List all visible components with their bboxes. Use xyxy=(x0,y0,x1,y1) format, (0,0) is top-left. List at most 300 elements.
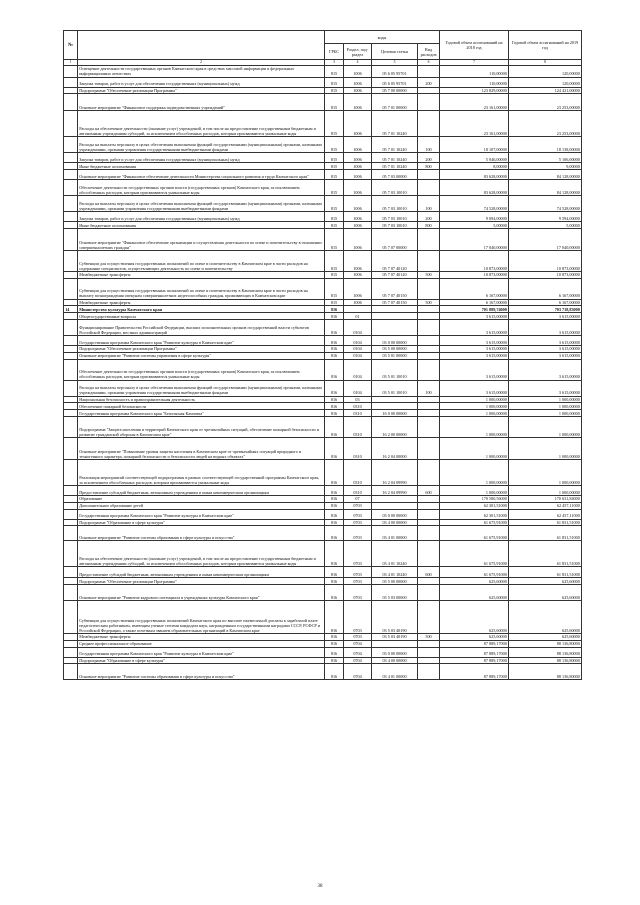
row-name: Закупка товаров, работ и услуг для обеспечения государственных (муниципальных) нужд xyxy=(78,77,325,87)
row-name: Подпрограмма "Образование в сфере культуры" xyxy=(78,519,325,526)
table-row xyxy=(64,634,582,641)
row-number xyxy=(64,346,78,353)
row-section: 1006 xyxy=(344,271,372,278)
row-grbs: 816 xyxy=(325,567,344,578)
row-target-article: 03 5 03 40190 xyxy=(372,601,418,634)
row-volume-2019: 84 128,00000 xyxy=(509,170,582,180)
row-number xyxy=(64,541,78,567)
row-volume-2018: 110,00000 xyxy=(440,77,509,87)
row-target-article: 05 7 07 40150 xyxy=(372,278,418,299)
table-row xyxy=(64,196,582,212)
table-row xyxy=(64,250,582,271)
table-row xyxy=(64,403,582,410)
row-section: 0703 xyxy=(344,601,372,634)
row-name: Общегосударственные вопросы xyxy=(78,313,325,320)
row-section: 1006 xyxy=(344,299,372,306)
row-expense-type xyxy=(418,306,440,313)
table-row xyxy=(64,352,582,359)
table-row xyxy=(64,495,582,502)
row-number xyxy=(64,299,78,306)
row-volume-2019: 88 136,80000 xyxy=(509,640,582,647)
row-volume-2018: 123 829,00000 xyxy=(440,87,509,94)
row-section: 0310 xyxy=(344,416,372,437)
row-expense-type xyxy=(418,94,440,111)
index-cell: 8 xyxy=(509,60,582,66)
row-section: 0703 xyxy=(344,502,372,509)
table-row xyxy=(64,346,582,353)
row-volume-2018: 8,00000 xyxy=(440,163,509,170)
row-section: 1006 xyxy=(344,65,372,77)
header-name xyxy=(78,31,325,60)
index-cell: 5 xyxy=(372,60,418,66)
row-volume-2018: 110,00000 xyxy=(440,65,509,77)
row-volume-2019: 6 167,00000 xyxy=(509,278,582,299)
row-number xyxy=(64,437,78,459)
row-grbs: 815 xyxy=(325,278,344,299)
row-volume-2019: 74 528,00000 xyxy=(509,196,582,212)
row-volume-2019: 62 457,11000 xyxy=(509,502,582,509)
row-volume-2019: 18 138,00000 xyxy=(509,137,582,153)
row-name: Дополнительное образование детей xyxy=(78,502,325,509)
row-expense-type xyxy=(418,664,440,680)
table-row xyxy=(64,228,582,250)
row-target-article: 05 7 01 10240 xyxy=(372,153,418,163)
document-page xyxy=(63,30,581,680)
page-number: 38 xyxy=(317,884,323,889)
row-volume-2018: 1 000,00000 xyxy=(440,410,509,417)
row-target-article: 05 7 03 00000 xyxy=(372,170,418,180)
table-row xyxy=(64,519,582,526)
row-number xyxy=(64,212,78,222)
row-expense-type xyxy=(418,396,440,403)
row-target-article xyxy=(372,396,418,403)
row-expense-type: 800 xyxy=(418,163,440,170)
table-row xyxy=(64,87,582,94)
row-name: Основное мероприятие "Развитие кадрового потенциала в учреждениях культуры Камчатского края" xyxy=(78,585,325,601)
row-target-article: 03 4 01 10240 xyxy=(372,567,418,578)
row-target-article: 03 4 00 00000 xyxy=(372,519,418,526)
row-target-article: 03 5 03 40190 xyxy=(372,634,418,641)
row-number xyxy=(64,313,78,320)
row-number xyxy=(64,137,78,153)
row-expense-type xyxy=(418,336,440,346)
row-number xyxy=(64,111,78,137)
row-expense-type xyxy=(418,640,440,647)
row-number xyxy=(64,526,78,541)
row-volume-2019: 120,00000 xyxy=(509,77,582,87)
row-number xyxy=(64,459,78,485)
header-volume-2019: Годовой объем ассигнований на 2019 год xyxy=(509,31,582,60)
row-volume-2018: 87 889,17000 xyxy=(440,657,509,664)
row-grbs: 816 xyxy=(325,519,344,526)
row-volume-2019: 61 831,51000 xyxy=(509,526,582,541)
row-number xyxy=(64,519,78,526)
row-section: 0704 xyxy=(344,647,372,657)
row-volume-2018: 701 889,74000 xyxy=(440,306,509,313)
header-grbs: ГРБС xyxy=(325,44,344,60)
row-number xyxy=(64,396,78,403)
row-number xyxy=(64,170,78,180)
row-number xyxy=(64,196,78,212)
row-volume-2018: 625,60000 xyxy=(440,578,509,585)
row-volume-2018: 23 161,00000 xyxy=(440,111,509,137)
row-volume-2019: 61 831,51000 xyxy=(509,541,582,567)
table-row xyxy=(64,212,582,222)
row-grbs: 816 xyxy=(325,585,344,601)
row-name: Подпрограмма "Обеспечение реализации Программы" xyxy=(78,346,325,353)
row-volume-2019: 120,00000 xyxy=(509,65,582,77)
table-row xyxy=(64,410,582,417)
row-volume-2018: 87 889,17000 xyxy=(440,647,509,657)
row-grbs: 816 xyxy=(325,541,344,567)
row-name: Предоставление субсидий бюджетным, автономным учреждениям и иным некоммерческим организациям xyxy=(78,567,325,578)
row-number xyxy=(64,657,78,664)
row-name: Основное мероприятие "Развитие системы управления в сфере культуры" xyxy=(78,352,325,359)
row-section: 0104 xyxy=(344,359,372,380)
row-target-article: 05 7 07 40120 xyxy=(372,250,418,271)
row-grbs: 816 xyxy=(325,647,344,657)
row-target-article: 03 5 01 10010 xyxy=(372,380,418,396)
row-volume-2018: 61 675,91000 xyxy=(440,567,509,578)
row-section: 1006 xyxy=(344,87,372,94)
row-target-article: 16 2 00 00000 xyxy=(372,416,418,437)
row-target-article xyxy=(372,320,418,336)
row-section: 0104 xyxy=(344,380,372,396)
row-volume-2019: 3 615,00000 xyxy=(509,313,582,320)
row-volume-2018: 1 000,00000 xyxy=(440,396,509,403)
row-grbs: 816 xyxy=(325,352,344,359)
row-grbs: 816 xyxy=(325,664,344,680)
row-name: Субвенции для осуществления государственных полномочий Камчатского края по выплате ежемесячной доплаты к заработной плате педагогическим работникам, имеющим ученые степени кандидата наук, награжденным государственными наградами СССР, РСФСР и Российской Федерации, а также почетным званием образовательных организаций в Камчатском крае xyxy=(78,601,325,634)
row-volume-2019: 625,60000 xyxy=(509,585,582,601)
row-volume-2019: 3 615,00000 xyxy=(509,352,582,359)
header-no: № xyxy=(64,31,78,60)
row-volume-2019: 124 421,00000 xyxy=(509,87,582,94)
row-volume-2019: 1 000,00000 xyxy=(509,416,582,437)
row-number xyxy=(64,320,78,336)
row-volume-2019: 88 136,80000 xyxy=(509,657,582,664)
row-name: Закупка товаров, работ и услуг для обеспечения государственных (муниципальных) нужд xyxy=(78,153,325,163)
row-volume-2019: 10 873,00000 xyxy=(509,250,582,271)
row-volume-2018: 6 167,00000 xyxy=(440,299,509,306)
row-volume-2019: 9 594,00000 xyxy=(509,212,582,222)
row-name: Расходы на выплаты персоналу в целях обеспечения выполнения функций государственными (муниципальными) органами, казенными учреждениями, органами управления государственными внебюджетными фондами xyxy=(78,380,325,396)
row-section: 0310 xyxy=(344,485,372,495)
row-target-article: 05 7 00 00000 xyxy=(372,87,418,94)
table-row xyxy=(64,437,582,459)
row-number xyxy=(64,578,78,585)
row-target-article: 16 0 00 00000 xyxy=(372,410,418,417)
table-row xyxy=(64,77,582,87)
row-number xyxy=(64,359,78,380)
row-expense-type xyxy=(418,313,440,320)
row-grbs: 815 xyxy=(325,212,344,222)
row-target-article: 05 7 03 10010 xyxy=(372,222,418,229)
row-number xyxy=(64,352,78,359)
row-expense-type xyxy=(418,320,440,336)
row-volume-2019: 6 167,00000 xyxy=(509,299,582,306)
row-section: 0703 xyxy=(344,634,372,641)
row-volume-2018: 6 167,00000 xyxy=(440,278,509,299)
row-target-article xyxy=(372,403,418,410)
row-number xyxy=(64,94,78,111)
row-number xyxy=(64,416,78,437)
row-grbs: 816 xyxy=(325,396,344,403)
row-section: 1006 xyxy=(344,153,372,163)
row-expense-type xyxy=(418,437,440,459)
row-volume-2019: 3 615,00000 xyxy=(509,380,582,396)
row-expense-type: 200 xyxy=(418,153,440,163)
row-number xyxy=(64,509,78,519)
row-name: Расходы на выплаты персоналу в целях обеспечения выполнения функций государственными (муниципальными) органами, казенными учреждениями, органами управления государственными внебюджетными фондами xyxy=(78,196,325,212)
row-grbs: 816 xyxy=(325,313,344,320)
row-section: 1006 xyxy=(344,170,372,180)
row-grbs: 815 xyxy=(325,299,344,306)
row-section: 1006 xyxy=(344,222,372,229)
row-volume-2019: 84 128,00000 xyxy=(509,180,582,196)
row-target-article: 05 6 05 95701 xyxy=(372,65,418,77)
row-expense-type xyxy=(418,585,440,601)
row-volume-2019: 88 136,80000 xyxy=(509,647,582,657)
row-volume-2019: 5,00000 xyxy=(509,222,582,229)
row-volume-2018: 3 615,00000 xyxy=(440,359,509,380)
row-name: Основное мероприятие "Финансовое поддержка подведомственных учреждений" xyxy=(78,94,325,111)
row-section: 0310 xyxy=(344,410,372,417)
row-volume-2019: 10 873,00000 xyxy=(509,271,582,278)
table-row xyxy=(64,640,582,647)
row-expense-type xyxy=(418,352,440,359)
row-name: Межбюджетные трансферты xyxy=(78,634,325,641)
row-section: 1006 xyxy=(344,228,372,250)
row-target-article: 05 7 07 00000 xyxy=(372,228,418,250)
row-volume-2018: 87 889,17000 xyxy=(440,664,509,680)
table-row xyxy=(64,359,582,380)
row-volume-2019: 3 615,00000 xyxy=(509,359,582,380)
row-name: Обеспечение деятельности государственных органов власти (государственных органов) Камчатского края, за исключением обособленных расходов, которым присваиваются уникальные коды xyxy=(78,180,325,196)
row-volume-2018: 83 628,00000 xyxy=(440,180,509,196)
row-name: Функционирование Правительства Российской Федерации, высших исполнительных органов государственной власти субъектов Российской Федерации, местных администраций xyxy=(78,320,325,336)
row-number xyxy=(64,495,78,502)
row-expense-type xyxy=(418,526,440,541)
row-expense-type: 500 xyxy=(418,271,440,278)
row-target-article xyxy=(372,313,418,320)
row-name: Министерство культуры Камчатского края xyxy=(78,306,325,313)
row-grbs: 816 xyxy=(325,403,344,410)
row-grbs: 816 xyxy=(325,601,344,634)
row-volume-2018: 1 000,00000 xyxy=(440,485,509,495)
row-volume-2018: 170 580,56000 xyxy=(440,495,509,502)
row-grbs: 816 xyxy=(325,634,344,641)
row-volume-2018: 1 000,00000 xyxy=(440,459,509,485)
row-grbs: 815 xyxy=(325,163,344,170)
row-target-article: 03 5 00 00000 xyxy=(372,346,418,353)
row-target-article: 05 7 01 00000 xyxy=(372,94,418,111)
row-volume-2018: 3 615,00000 xyxy=(440,346,509,353)
row-expense-type: 800 xyxy=(418,222,440,229)
row-grbs: 816 xyxy=(325,416,344,437)
row-expense-type xyxy=(418,647,440,657)
row-volume-2019: 3 615,00000 xyxy=(509,346,582,353)
row-number xyxy=(64,77,78,87)
row-name: Иные бюджетные ассигнования xyxy=(78,163,325,170)
row-target-article: 05 7 01 10240 xyxy=(372,163,418,170)
row-volume-2019: 1 000,00000 xyxy=(509,437,582,459)
row-number xyxy=(64,222,78,229)
row-section: 1006 xyxy=(344,77,372,87)
table-row xyxy=(64,94,582,111)
row-number xyxy=(64,336,78,346)
row-number xyxy=(64,585,78,601)
row-expense-type xyxy=(418,509,440,519)
row-section: 0704 xyxy=(344,640,372,647)
table-row xyxy=(64,180,582,196)
table-row xyxy=(64,170,582,180)
header-target-article: Целевая статья xyxy=(372,44,418,60)
row-volume-2018: 3 615,00000 xyxy=(440,313,509,320)
row-section: 0104 xyxy=(344,320,372,336)
table-row xyxy=(64,65,582,77)
row-target-article: 05 7 07 40120 xyxy=(372,271,418,278)
row-expense-type xyxy=(418,250,440,271)
row-volume-2018: 1 000,00000 xyxy=(440,403,509,410)
row-section: 0310 xyxy=(344,403,372,410)
row-section: 0703 xyxy=(344,567,372,578)
budget-table xyxy=(63,30,582,680)
row-volume-2019: 23 253,00000 xyxy=(509,111,582,137)
row-number xyxy=(64,502,78,509)
table-row xyxy=(64,163,582,170)
row-section: 1006 xyxy=(344,111,372,137)
row-section: 0703 xyxy=(344,526,372,541)
row-section: 0104 xyxy=(344,352,372,359)
row-grbs: 816 xyxy=(325,657,344,664)
row-section: 0703 xyxy=(344,519,372,526)
row-target-article: 05 7 07 40150 xyxy=(372,299,418,306)
row-section: 1006 xyxy=(344,94,372,111)
row-grbs: 815 xyxy=(325,137,344,153)
row-number xyxy=(64,664,78,680)
row-volume-2018: 18 107,00000 xyxy=(440,137,509,153)
row-name: Государственная программа Камчатского края "Безопасная Камчатка" xyxy=(78,410,325,417)
row-expense-type: 100 xyxy=(418,137,440,153)
row-grbs: 816 xyxy=(325,380,344,396)
row-section xyxy=(344,306,372,313)
index-cell: 6 xyxy=(418,60,440,66)
row-name: Закупка товаров, работ и услуг для обеспечения государственных (муниципальных) нужд xyxy=(78,212,325,222)
row-section: 1006 xyxy=(344,250,372,271)
row-grbs: 815 xyxy=(325,170,344,180)
table-row xyxy=(64,526,582,541)
row-grbs: 815 xyxy=(325,153,344,163)
row-volume-2018: 61 675,91000 xyxy=(440,519,509,526)
table-row xyxy=(64,137,582,153)
index-cell: 1 xyxy=(64,60,78,66)
row-grbs: 815 xyxy=(325,271,344,278)
row-target-article: 05 7 03 10010 xyxy=(372,180,418,196)
row-name: Государственная программа Камчатского края "Развитие культуры в Камчатском крае" xyxy=(78,647,325,657)
row-grbs: 816 xyxy=(325,410,344,417)
header-codes: коды xyxy=(325,31,440,44)
row-name: Реализация мероприятий соответствующей подпрограммы в рамках соответствующей государственной программы Камчатского края, за исключением обособленных расходов, которым присваиваются уникальные коды xyxy=(78,459,325,485)
index-cell: 2 xyxy=(78,60,325,66)
row-target-article: 03 0 00 00000 xyxy=(372,509,418,519)
row-name: Обеспечение деятельности государственных органов власти (государственных органов) Камчатского края, за исключением обособленных расходов, которым присваиваются уникальные коды xyxy=(78,359,325,380)
row-number xyxy=(64,485,78,495)
row-expense-type xyxy=(418,65,440,77)
table-row xyxy=(64,459,582,485)
row-section: 0703 xyxy=(344,578,372,585)
row-volume-2019: 5 106,00000 xyxy=(509,153,582,163)
row-volume-2018: 83 628,00000 xyxy=(440,170,509,180)
row-volume-2019: 62 457,11000 xyxy=(509,509,582,519)
row-expense-type: 100 xyxy=(418,196,440,212)
row-volume-2018: 3 615,00000 xyxy=(440,336,509,346)
row-grbs: 815 xyxy=(325,87,344,94)
row-name: Государственная программа Камчатского края "Развитие культуры в Камчатском крае" xyxy=(78,336,325,346)
row-number xyxy=(64,410,78,417)
row-expense-type xyxy=(418,495,440,502)
row-grbs: 816 xyxy=(325,509,344,519)
row-name: Основное мероприятие "Развитие системы образования в сфере культуры и искусства" xyxy=(78,526,325,541)
row-volume-2019: 625,60000 xyxy=(509,634,582,641)
row-volume-2019: 1 000,00000 xyxy=(509,459,582,485)
row-expense-type xyxy=(418,346,440,353)
table-row xyxy=(64,585,582,601)
row-volume-2019: 1 000,00000 xyxy=(509,485,582,495)
row-volume-2019: 23 253,00000 xyxy=(509,94,582,111)
row-target-article: 03 5 03 00000 xyxy=(372,585,418,601)
row-volume-2018: 62 301,51000 xyxy=(440,502,509,509)
row-target-article xyxy=(372,306,418,313)
row-section: 07 xyxy=(344,495,372,502)
row-volume-2019: 703 718,83000 xyxy=(509,306,582,313)
row-number xyxy=(64,153,78,163)
row-volume-2019: 3 615,00000 xyxy=(509,320,582,336)
row-section: 03 xyxy=(344,396,372,403)
row-section: 0703 xyxy=(344,509,372,519)
row-expense-type xyxy=(418,170,440,180)
row-volume-2018: 5 046,00000 xyxy=(440,153,509,163)
row-volume-2018: 17 040,00000 xyxy=(440,228,509,250)
row-volume-2019: 9,00000 xyxy=(509,163,582,170)
row-expense-type: 600 xyxy=(418,567,440,578)
row-grbs: 816 xyxy=(325,578,344,585)
row-volume-2018: 61 675,91000 xyxy=(440,526,509,541)
row-name: Расходы на обеспечение деятельности (оказание услуг) учреждений, в том числе на предоставление государственным бюджетным и автономным учреждениям субсидий, за исключением обособленных расходов, которым присваиваются уникальные коды xyxy=(78,541,325,567)
row-grbs: 815 xyxy=(325,94,344,111)
row-name: Предоставление субсидий бюджетным, автономным учреждениям и иным некоммерческим организациям xyxy=(78,485,325,495)
row-name: Среднее профессиональное образование xyxy=(78,640,325,647)
row-expense-type xyxy=(418,459,440,485)
row-expense-type xyxy=(418,111,440,137)
row-number xyxy=(64,640,78,647)
row-target-article: 16 2 04 09990 xyxy=(372,485,418,495)
row-volume-2019: 88 136,80000 xyxy=(509,664,582,680)
row-grbs: 816 xyxy=(325,359,344,380)
row-volume-2018: 1 000,00000 xyxy=(440,416,509,437)
row-section: 0704 xyxy=(344,657,372,664)
table-row xyxy=(64,657,582,664)
row-volume-2019: 1 000,00000 xyxy=(509,403,582,410)
row-number: 14 xyxy=(64,306,78,313)
index-cell: 7 xyxy=(440,60,509,66)
row-name: Подпрограмма "Образование в сфере культуры" xyxy=(78,657,325,664)
row-name: Расходы на выплаты персоналу в целях обеспечения выполнения функций государственными (муниципальными) органами, казенными учреждениями, органами управления государственными внебюджетными фондами xyxy=(78,137,325,153)
row-volume-2018: 23 161,00000 xyxy=(440,94,509,111)
table-row xyxy=(64,567,582,578)
row-number xyxy=(64,163,78,170)
row-volume-2018: 3 615,00000 xyxy=(440,352,509,359)
